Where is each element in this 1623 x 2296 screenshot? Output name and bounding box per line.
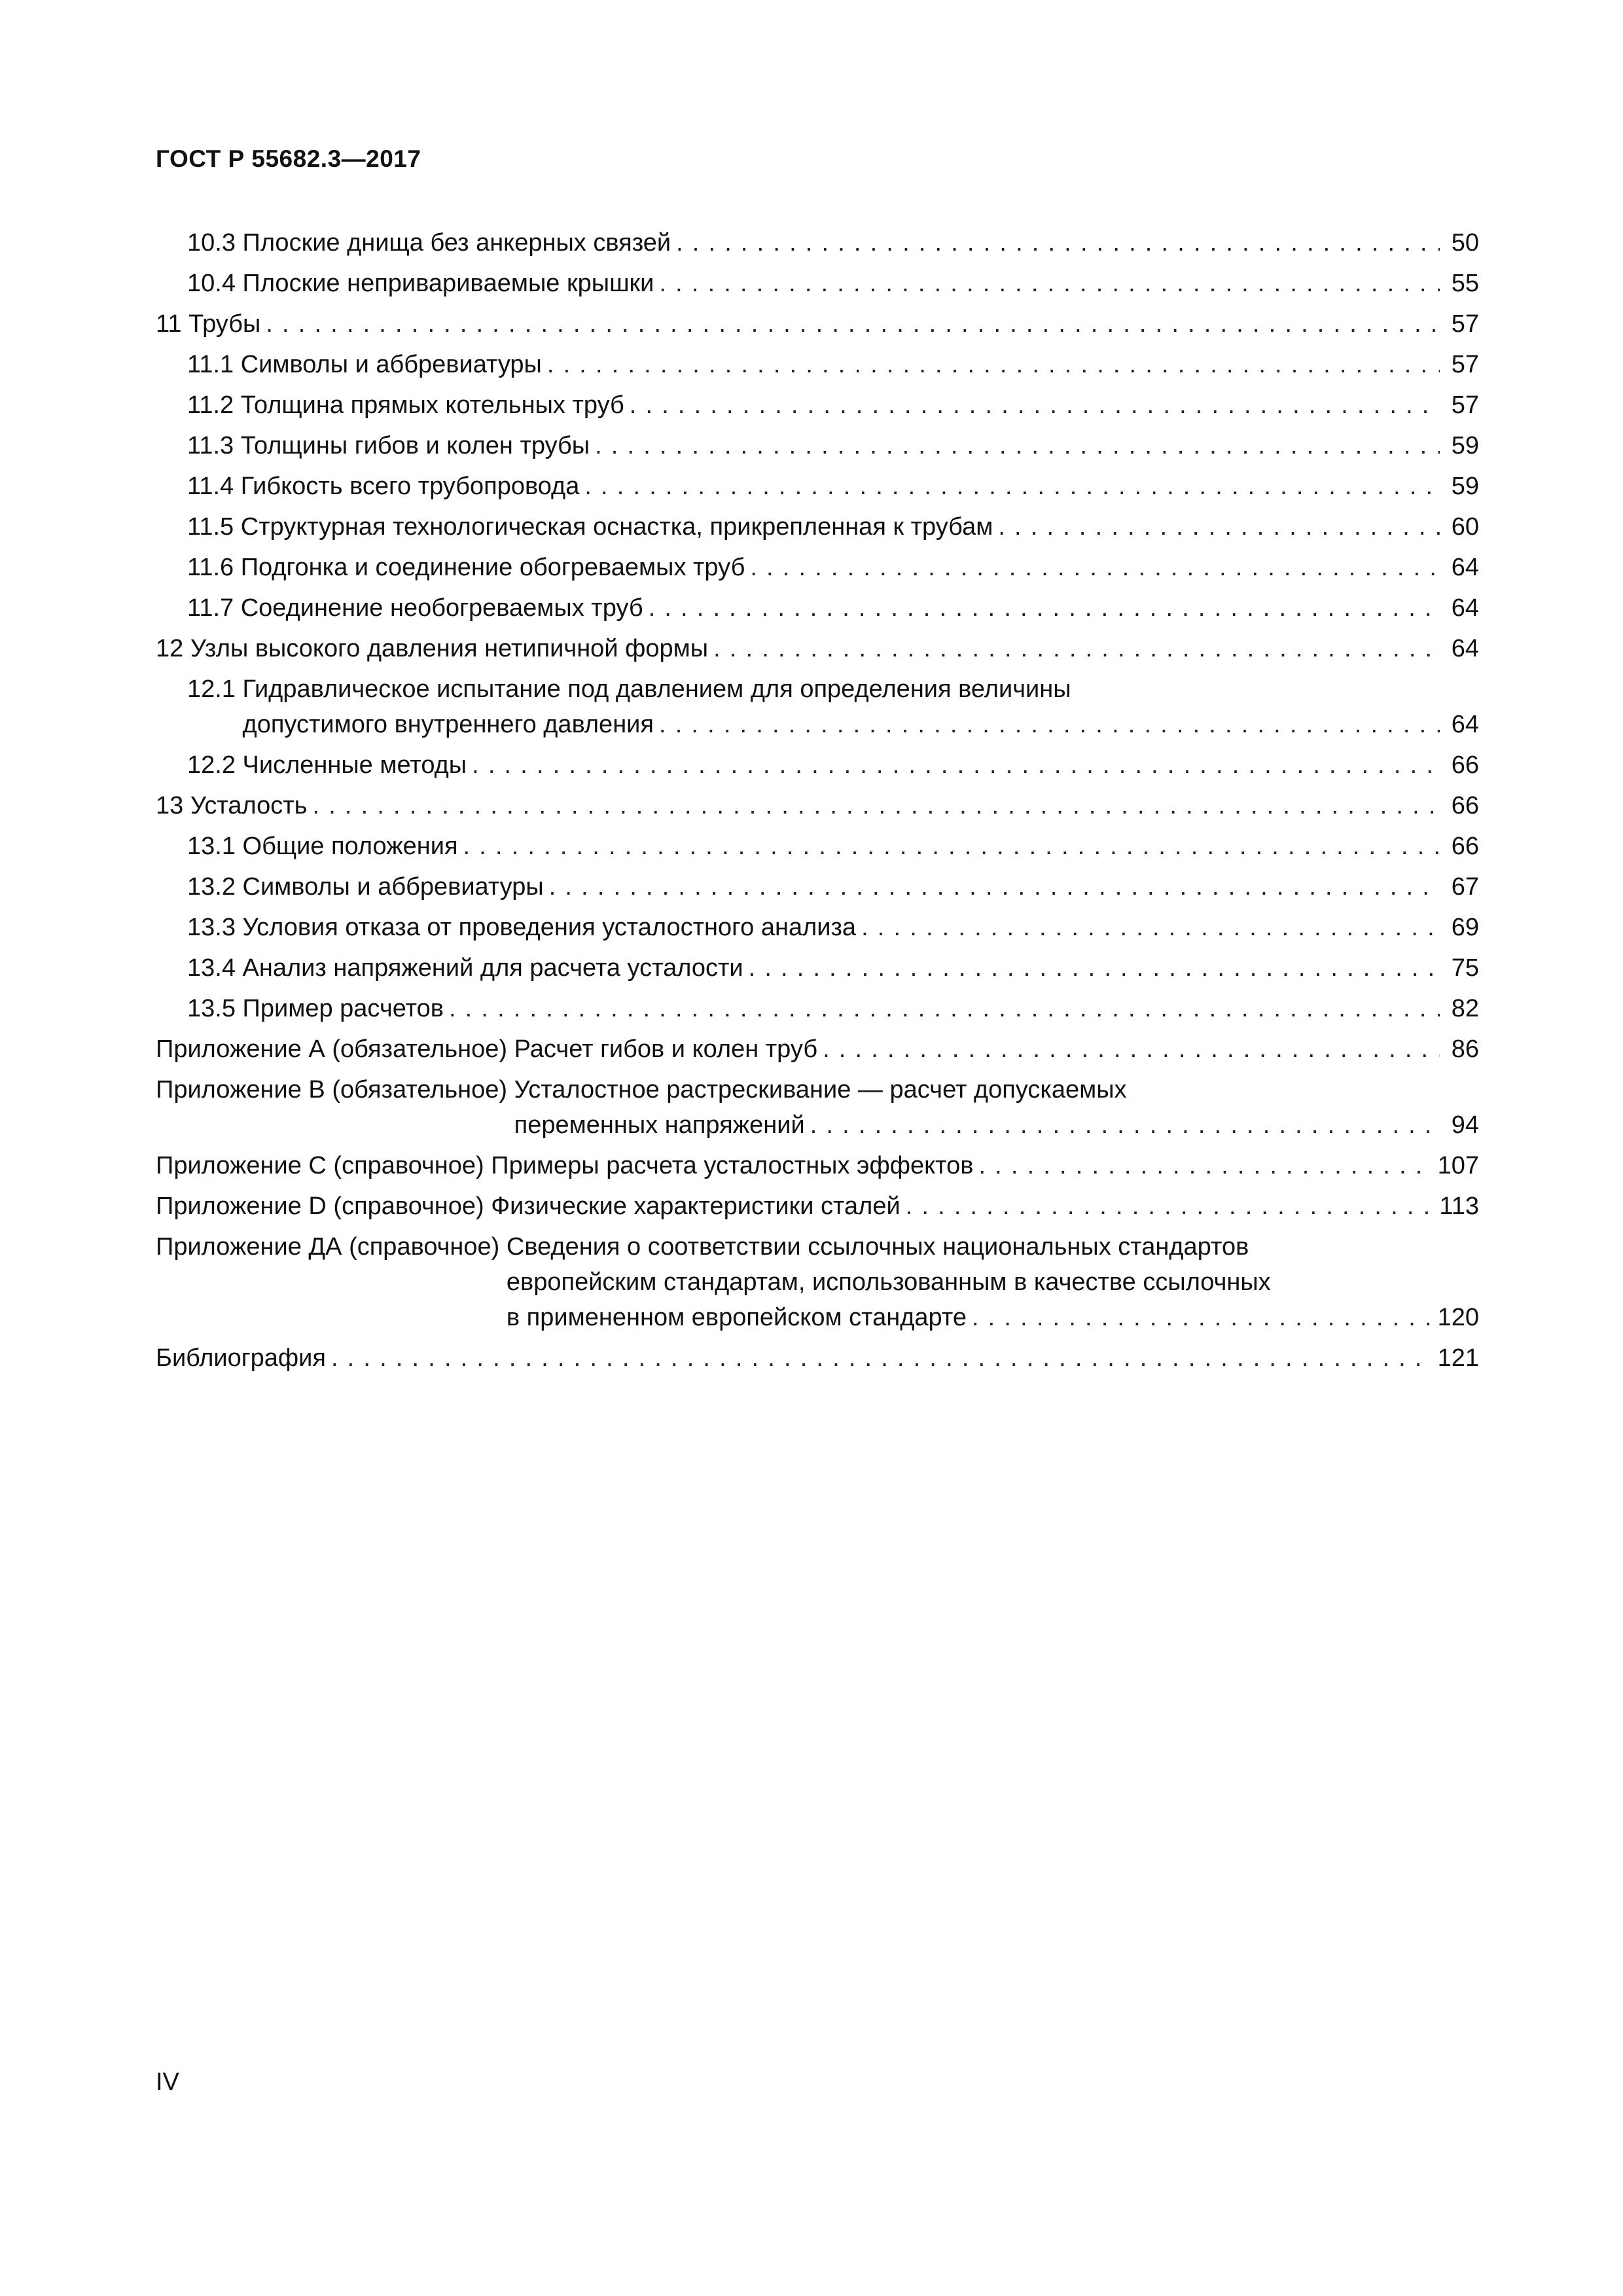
toc-entry[interactable] bbox=[156, 1031, 1479, 1067]
toc-entry-title: 13.3 Условия отказа от проведения усталостного анализа bbox=[187, 914, 857, 941]
toc-entry-title: 13 Усталость bbox=[156, 792, 308, 819]
toc-leader-dots bbox=[584, 469, 1440, 504]
toc-page-number: 69 bbox=[1451, 914, 1479, 941]
toc-entry[interactable] bbox=[156, 428, 1479, 463]
toc-page-number: 59 bbox=[1451, 473, 1479, 500]
toc-page-number: 121 bbox=[1437, 1344, 1479, 1372]
toc-entry[interactable] bbox=[156, 631, 1479, 666]
toc-page-number: 66 bbox=[1451, 751, 1479, 779]
toc-leader-dots bbox=[449, 991, 1440, 1026]
toc-page-number: 94 bbox=[1451, 1111, 1479, 1139]
toc-entry[interactable] bbox=[156, 266, 1479, 301]
toc-entry[interactable] bbox=[156, 1229, 1479, 1335]
toc-entry[interactable] bbox=[156, 225, 1479, 260]
toc-leader-dots bbox=[998, 509, 1440, 545]
toc-entry-title: 13.4 Анализ напряжений для расчета усталости bbox=[187, 954, 743, 982]
toc-entry-title: 11.5 Структурная технологическая оснастка, прикрепленная к трубам bbox=[187, 513, 993, 541]
toc-leader-dots bbox=[823, 1031, 1440, 1067]
toc-page-number: 50 bbox=[1451, 229, 1479, 257]
toc-entry-title: 13.2 Символы и аббревиатуры bbox=[187, 873, 544, 901]
toc-leader-dots bbox=[861, 910, 1440, 945]
toc-entry-title-continuation: европейским стандартам, использованным в качестве ссылочных bbox=[506, 1268, 1271, 1296]
toc-leader-dots bbox=[978, 1148, 1431, 1183]
toc-entry[interactable] bbox=[156, 387, 1479, 423]
toc-entry-title: 11 Трубы bbox=[156, 310, 261, 338]
toc-page-number: 57 bbox=[1451, 351, 1479, 378]
toc-page-number: 64 bbox=[1451, 635, 1479, 662]
page-number: IV bbox=[156, 2068, 179, 2096]
toc-entry[interactable] bbox=[156, 1148, 1479, 1183]
toc-entry-title-continuation: допустимого внутреннего давления bbox=[242, 711, 654, 738]
toc-leader-dots bbox=[676, 225, 1440, 260]
toc-entry-title: 11.6 Подгонка и соединение обогреваемых труб bbox=[187, 554, 745, 581]
toc-leader-dots bbox=[810, 1107, 1440, 1143]
toc-page-number: 64 bbox=[1451, 711, 1479, 738]
toc-entry-title: 12.2 Численные методы bbox=[187, 751, 467, 779]
toc-entry-title: Библиография bbox=[156, 1344, 326, 1372]
page-footer bbox=[156, 2068, 179, 2096]
toc-entry-title: 11.7 Соединение необогреваемых труб bbox=[187, 594, 643, 622]
toc-entry-title: 11.3 Толщины гибов и колен трубы bbox=[187, 432, 590, 459]
standard-designation: ГОСТ Р 55682.3—2017 bbox=[156, 145, 421, 172]
toc-entry-title: Приложение ДА (справочное) Сведения о соответствии ссылочных национальных стандартов bbox=[156, 1233, 1249, 1261]
toc-leader-dots bbox=[713, 631, 1440, 666]
toc-entry[interactable] bbox=[156, 509, 1479, 545]
toc-page-number: 66 bbox=[1451, 833, 1479, 860]
toc-entry[interactable] bbox=[156, 910, 1479, 945]
toc-leader-dots bbox=[649, 590, 1440, 626]
toc-leader-dots bbox=[331, 1340, 1431, 1376]
toc-entry[interactable] bbox=[156, 869, 1479, 905]
toc-entry-title: 12 Узлы высокого давления нетипичной формы bbox=[156, 635, 709, 662]
toc-leader-dots bbox=[547, 347, 1440, 382]
toc-entry[interactable] bbox=[156, 747, 1479, 783]
toc-entry[interactable] bbox=[156, 469, 1479, 504]
toc-entry-title: 10.4 Плоские неприваривaемые крышки bbox=[187, 270, 654, 297]
toc-entry-title: 11.2 Толщина прямых котельных труб bbox=[187, 391, 624, 419]
toc-page-number: 55 bbox=[1451, 270, 1479, 297]
toc-page-number: 67 bbox=[1451, 873, 1479, 901]
toc-entry[interactable] bbox=[156, 347, 1479, 382]
toc-entry-title: 11.4 Гибкость всего трубопровода bbox=[187, 473, 580, 500]
toc-entry-title: 13.1 Общие положения bbox=[187, 833, 458, 860]
toc-leader-dots bbox=[749, 950, 1440, 986]
toc-entry[interactable] bbox=[156, 306, 1479, 342]
toc-entry[interactable] bbox=[156, 991, 1479, 1026]
toc-entry[interactable] bbox=[156, 1072, 1479, 1143]
toc-leader-dots bbox=[659, 707, 1440, 742]
toc-page-number: 64 bbox=[1451, 594, 1479, 622]
toc-entry-title: 10.3 Плоские днища без анкерных связей bbox=[187, 229, 671, 257]
toc-page-number: 120 bbox=[1437, 1304, 1479, 1331]
toc-entry[interactable] bbox=[156, 550, 1479, 585]
toc-entry-title: 11.1 Символы и аббревиатуры bbox=[187, 351, 542, 378]
toc-entry[interactable] bbox=[156, 1189, 1479, 1224]
toc-entry-title: 12.1 Гидравлическое испытание под давлением для определения величины bbox=[187, 675, 1071, 703]
toc-leader-dots bbox=[595, 428, 1440, 463]
toc-leader-dots bbox=[906, 1189, 1433, 1224]
toc-entry[interactable] bbox=[156, 590, 1479, 626]
toc-leader-dots bbox=[659, 266, 1440, 301]
toc-page-number: 75 bbox=[1451, 954, 1479, 982]
toc-page-number: 66 bbox=[1451, 792, 1479, 819]
toc-page-number: 113 bbox=[1439, 1193, 1479, 1220]
toc-leader-dots bbox=[630, 387, 1440, 423]
toc-page-number: 57 bbox=[1451, 391, 1479, 419]
toc-page-number: 60 bbox=[1451, 513, 1479, 541]
toc-entry-title: Приложение А (обязательное) Расчет гибов и колен труб bbox=[156, 1035, 818, 1063]
toc-page-number: 107 bbox=[1437, 1152, 1479, 1179]
toc-page-number: 64 bbox=[1451, 554, 1479, 581]
toc-page-number: 59 bbox=[1451, 432, 1479, 459]
toc-entry-title: Приложение D (справочное) Физические характеристики сталей bbox=[156, 1193, 901, 1220]
toc-page-number: 57 bbox=[1451, 310, 1479, 338]
toc-entry-title: Приложение В (обязательное) Усталостное растрескивание — расчет допускаемых bbox=[156, 1076, 1127, 1103]
toc-entry[interactable] bbox=[156, 829, 1479, 864]
toc-leader-dots bbox=[312, 788, 1440, 823]
toc-entry[interactable] bbox=[156, 788, 1479, 823]
toc-page-number: 86 bbox=[1451, 1035, 1479, 1063]
toc-leader-dots bbox=[266, 306, 1440, 342]
toc-entry-title-continuation: переменных напряжений bbox=[514, 1111, 805, 1139]
toc-leader-dots bbox=[549, 869, 1440, 905]
toc-leader-dots bbox=[750, 550, 1440, 585]
toc-entry[interactable] bbox=[156, 672, 1479, 742]
toc-leader-dots bbox=[972, 1300, 1431, 1335]
toc-entry[interactable] bbox=[156, 950, 1479, 986]
toc-entry-title: 13.5 Пример расчетов bbox=[187, 995, 444, 1022]
toc-page-number: 82 bbox=[1451, 995, 1479, 1022]
toc-entry-title: Приложение С (справочное) Примеры расчета усталостных эффектов bbox=[156, 1152, 974, 1179]
table-of-contents bbox=[156, 225, 1479, 1381]
toc-leader-dots bbox=[472, 747, 1440, 783]
toc-entry[interactable] bbox=[156, 1340, 1479, 1376]
toc-leader-dots bbox=[463, 829, 1440, 864]
toc-entry-title-continuation: в примененном европейском стандарте bbox=[506, 1304, 967, 1331]
document-header bbox=[156, 145, 421, 173]
